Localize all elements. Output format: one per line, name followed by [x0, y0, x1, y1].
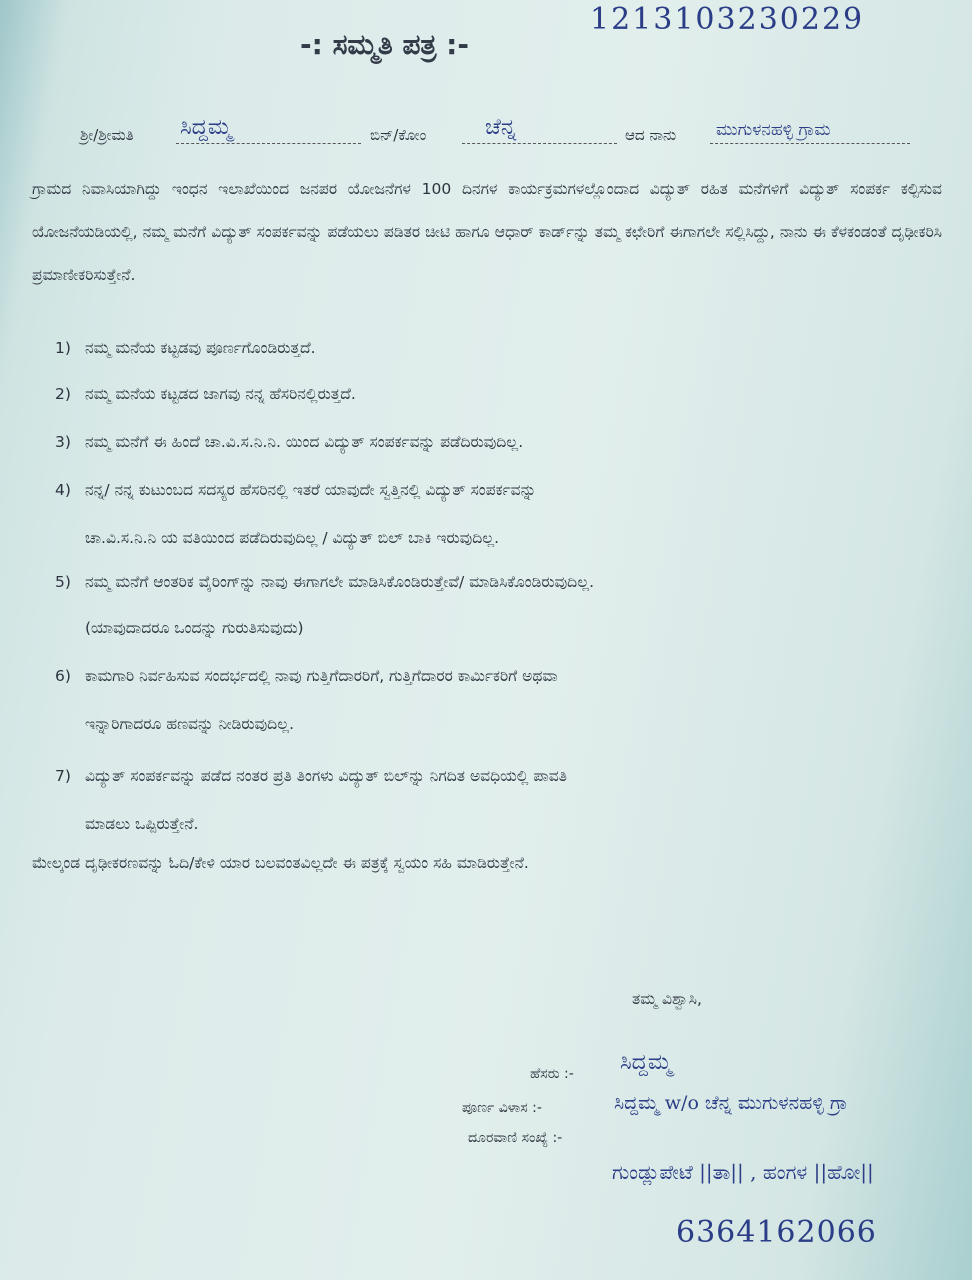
name-label: ಶ್ರೀ/ಶ್ರೀಮತಿ — [80, 126, 134, 144]
item-text: ನಮ್ಮ ಮನೆಯ ಕಟ್ಟಡವು ಪೂರ್ಣಗೊಂಡಿರುತ್ತದೆ. — [85, 339, 316, 357]
relation-value: ಚೆನ್ನ — [485, 115, 517, 140]
name-label-signature: ಹೆಸರು :- — [530, 1066, 574, 1082]
phone-label: ದೂರವಾಣಿ ಸಂಖ್ಯೆ :- — [468, 1130, 563, 1146]
item-text-continued: (ಯಾವುದಾದರೂ ಒಂದನ್ನು ಗುರುತಿಸುವುದು) — [85, 619, 304, 637]
closing-statement: ಮೇಲ್ಕಂಡ ದೃಢೀಕರಣವನ್ನು ಓದಿ/ಕೇಳಿ ಯಾರ ಬಲವಂತವಿಲ್ಲದೇ ಈ ಪತ್ರಕ್ಕೆ ಸ್ವಯಂ ಸಹಿ ಮಾಡಿರುತ್ತೇನೆ. — [32, 854, 529, 872]
item-text: ನಮ್ಮ ಮನೆಗೆ ಆಂತರಿಕ ವೈರಿಂಗ್‌ನ್ನು ನಾವು ಈಗಾಗಲೇ ಮಾಡಿಸಿಕೊಂಡಿರುತ್ತೇವೆ/ ಮಾಡಿಸಿಕೊಂಡಿರುವುದಿಲ್ಲ. — [85, 573, 595, 591]
item-text: ಕಾಮಗಾರಿ ನಿರ್ವಹಿಸುವ ಸಂದರ್ಭದಲ್ಲಿ ನಾವು ಗುತ್ತಿಗೆದಾರರಿಗೆ, ಗುತ್ತಿಗೆದಾರರ ಕಾರ್ಮಿಕರಿಗೆ ಅಥವಾ — [85, 667, 558, 685]
item-text: ನನ್ನ/ ನನ್ನ ಕುಟುಂಬದ ಸದಸ್ಯರ ಹೆಸರಿನಲ್ಲಿ ಇತರೆ ಯಾವುದೇ ಸ್ವತ್ತಿನಲ್ಲಿ ವಿದ್ಯುತ್ ಸಂಪರ್ಕವನ್ನು — [85, 481, 537, 499]
yours-faithfully: ತಮ್ಮ ವಿಶ್ವಾಸಿ, — [632, 990, 702, 1008]
intro-paragraph: ಗ್ರಾಮದ ನಿವಾಸಿಯಾಗಿದ್ದು ಇಂಧನ ಇಲಾಖೆಯಿಂದ ಜನಪರ ಯೋಜನೆಗಳ 100 ದಿನಗಳ ಕಾರ್ಯಕ್ರಮಗಳಲ್ಲೊಂದಾದ ವಿದ್ಯುತ್ ರಹಿತ ಮನೆಗಳಿಗೆ ವಿದ್ಯುತ್ ಸಂಪರ್ಕ ಕಲ್ಪಿಸುವ ಯೋಜನೆಯಡಿಯಲ್ಲಿ, ನಮ್ಮ ಮನೆಗೆ ವಿದ್ಯುತ್ ಸಂಪರ್ಕವನ್ನು ಪಡೆಯಲು ಪಡಿತರ ಚೀಟಿ ಹಾಗೂ ಆಧಾರ್ ಕಾರ್ಡ್‌ನ್ನು ತಮ್ಮ ಕಛೇರಿಗೆ ಈಗಾಗಲೇ ಸಲ್ಲಿಸಿದ್ದು, ನಾನು ಈ ಕೆಳಕಂಡಂತೆ ದೃಢೀಕರಿಸಿ ಪ್ರಮಾಣೀಕರಿಸುತ್ತೇನೆ. — [32, 180, 942, 284]
item-number: 7) — [55, 767, 71, 785]
item-text: ನಮ್ಮ ಮನೆಯ ಕಟ್ಟಡದ ಜಾಗವು ನನ್ನ ಹೆಸರಿನಲ್ಲಿರುತ್ತದೆ. — [85, 385, 356, 403]
document-title: -: ಸಮ್ಮತಿ ಪತ್ರ :- — [300, 28, 469, 61]
address-value-line2: ಗುಂಡ್ಲುಪೇಟೆ ||ತಾ|| , ಹಂಗಳ ||ಹೋ|| — [612, 1160, 874, 1184]
item-text: ನಮ್ಮ ಮನೆಗೆ ಈ ಹಿಂದೆ ಚಾ.ವಿ.ಸ.ನಿ.ನಿ. ಯಿಂದ ವಿದ್ಯುತ್ ಸಂಪರ್ಕವನ್ನು ಪಡೆದಿರುವುದಿಲ್ಲ. — [85, 433, 524, 451]
item-text-continued: ಚಾ.ವಿ.ಸ.ನಿ.ನಿ ಯ ವತಿಯಿಂದ ಪಡೆದಿರುವುದಿಲ್ಲ / ವಿದ್ಯುತ್ ಬಿಲ್ ಬಾಕಿ ಇರುವುದಿಲ್ಲ. — [85, 529, 500, 547]
item-text-continued: ಇನ್ನಾರಿಗಾದರೂ ಹಣವನ್ನು ನೀಡಿರುವುದಿಲ್ಲ. — [85, 715, 295, 733]
address-value: ಸಿದ್ದಮ್ಮ w/o ಚೆನ್ನ ಮುಗುಳನಹಳ್ಳಿ ಗ್ರಾ — [614, 1092, 848, 1114]
item-number: 5) — [55, 573, 71, 591]
signature-name-value: ಸಿದ್ದಮ್ಮ — [620, 1050, 672, 1075]
relation-label: ಬಿನ್/ಕೋಂ — [370, 126, 427, 144]
item-number: 6) — [55, 667, 71, 685]
item-text-continued: ಮಾಡಲು ಒಪ್ಪಿರುತ್ತೇನೆ. — [85, 815, 199, 833]
village-value: ಮುಗುಳನಹಳ್ಳಿ ಗ್ರಾಮ — [716, 120, 831, 140]
name-value: ಸಿದ್ದಮ್ಮ — [180, 115, 232, 140]
item-number: 3) — [55, 433, 71, 451]
item-number: 1) — [55, 339, 71, 357]
item-text: ವಿದ್ಯುತ್ ಸಂಪರ್ಕವನ್ನು ಪಡೆದ ನಂತರ ಪ್ರತಿ ತಿಂಗಳು ವಿದ್ಯುತ್ ಬಿಲ್‌ನ್ನು ನಿಗದಿತ ಅವಧಿಯಲ್ಲಿ ಪಾವತಿ — [85, 767, 567, 785]
phone-value: 6364162066 — [676, 1215, 877, 1250]
applicant-line — [80, 110, 960, 150]
item-number: 4) — [55, 481, 71, 499]
village-prefix-label: ಆದ ನಾನು — [625, 126, 677, 144]
item-number: 2) — [55, 385, 71, 403]
reference-number: 1213103230229 — [590, 2, 865, 37]
address-label: ಪೂರ್ಣ ವಿಳಾಸ :- — [462, 1100, 542, 1116]
